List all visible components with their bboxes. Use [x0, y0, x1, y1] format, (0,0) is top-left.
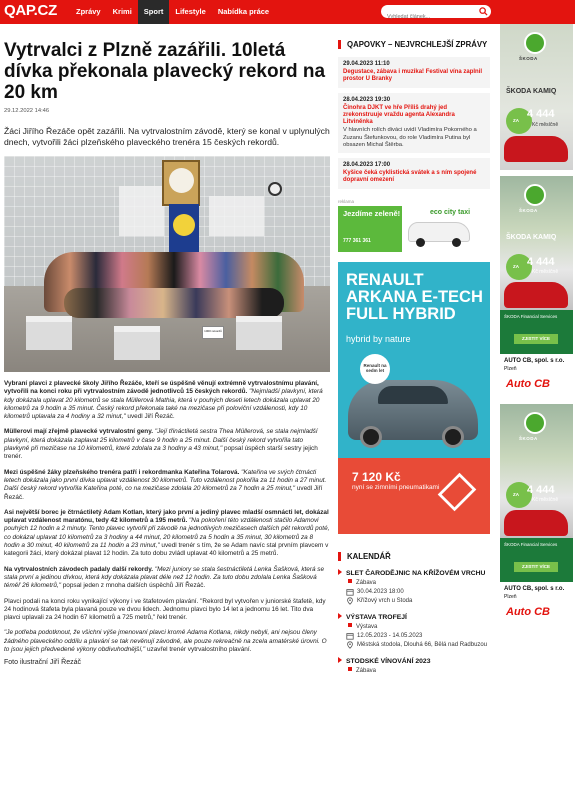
event-date: 12.05.2023 - 14.05.2023 [346, 632, 490, 640]
article-body [4, 380, 330, 668]
nav-item-zpravy[interactable]: Zprávy [76, 7, 101, 16]
skoda-logo-icon [524, 184, 546, 206]
renault-ad-title: RENAULT ARKANA E-TECH FULL HYBRID [346, 270, 483, 323]
skoda-brand: ŠKODA [519, 208, 538, 213]
event-category: Zábava [346, 579, 490, 587]
car-image [504, 510, 568, 536]
eco-ad-phone: 777 361 361 [343, 237, 371, 244]
news-time: 29.04.2023 11:10 [343, 61, 390, 67]
skoda-financial-services: ŠKODA Financial Services [504, 542, 558, 547]
nav-item-krimi[interactable]: Krimi [112, 7, 132, 16]
dealer-logo: Auto CB [506, 378, 550, 390]
sidebar [338, 40, 490, 675]
search-icon[interactable] [479, 7, 488, 16]
dealer-town: Plzeň [504, 366, 517, 372]
article-title: Vytrvalci z Plzně zazářili. 10letá dívka překonala plavecký rekord na 20 km [4, 40, 326, 103]
news-title[interactable]: Činohra DJKT ve hře Příliš drahý jed zrekonstruuje vraždu agenta Alexandra Litviněnka [343, 104, 455, 126]
skoda-logo-icon [524, 412, 546, 434]
photo-papers [119, 186, 164, 236]
article-date: 29.12.2022 14:46 [4, 108, 50, 114]
location-pin-icon [346, 597, 354, 605]
news-time: 28.04.2023 19:30 [343, 96, 391, 103]
news-item[interactable] [338, 158, 490, 189]
article-paragraph: Vybraní plavci z plavecké školy Jiřího Řezáče, kteří se úspěšně věnují extrémně vytrvalostnímu plavání, vytvořili na konci roku při vytrvalostním závodě jednotlivců 15 českých rekordů. "Nejmladší plavkyní, která kdy dokázala uplavat 20 kilometrů se stala Müllerová Mathia, která v pouhých deseti letech dokázala uplavat 20 kilometrů za 9 hodin a 35 minut. Český rekord překonala také na mezičase při poloviční vzdálenosti, kdy 10 kilometrů uplavala za 4 hodiny a 32 minut," uvedl Jiří Řezáč. [4, 380, 323, 421]
skoda-logo-icon [524, 32, 546, 54]
event-date: 30.04.2023 18:00 [346, 588, 490, 596]
article-paragraph: Mezi úspěšné žáky plzeňského trenéra patří i rekordmanka Kateřina Tolarová. "Kateřina ve svých čtrnácti letech dokázala jako první dívka uplavat vzdálenost 30 kilometrů. Tuto vzdálenost pokořila za 11 hodin a 27 minut. Další český rekord vytvořila Kateřina poté, co na mezičase zdolala 20 kilometrů za 7 hodin a 25 minut," uvedl Jiří Řezáč. [4, 468, 327, 501]
article-photo[interactable] [4, 156, 330, 372]
photo-group-front [64, 288, 284, 318]
calendar-item[interactable] [338, 569, 490, 605]
skoda-model: ŠKODA KAMIQ [506, 88, 557, 95]
calendar-icon [346, 588, 354, 596]
dealer-logo: Auto CB [506, 606, 550, 618]
main-nav [70, 0, 275, 24]
skoda-cta-button[interactable]: ZJISTIT VÍCE [514, 562, 558, 572]
event-title[interactable]: STODSKÉ VÍNOVÁNÍ 2023 [346, 657, 490, 666]
dealer-name: AUTO CB, spol. s r.o. [504, 586, 565, 592]
dealer-town: Plzeň [504, 594, 517, 600]
calendar-item[interactable] [338, 657, 490, 675]
photo-clock [162, 160, 200, 206]
event-title[interactable]: SLET ČARODĚJNIC NA KŘÍŽOVÉM VRCHU [346, 569, 490, 578]
nav-item-lifestyle[interactable]: Lifestyle [175, 7, 206, 16]
event-category: Výstava [346, 623, 490, 631]
location-pin-icon [346, 641, 354, 649]
photo-papers [209, 196, 264, 236]
banner-emblem [173, 214, 195, 236]
skoda-financial-services: ŠKODA Financial Services [504, 314, 558, 319]
news-description: V hlavních rolích diváci uvidí Vladimíra Pokorného a Zuzanu Štefunkovou, do role Vladimíra Putina byl obsazen Michal Štěrba. [343, 127, 477, 148]
photo-wall-clock [268, 182, 282, 196]
photo-sign [202, 326, 224, 339]
eco-taxi-ad[interactable] [338, 206, 490, 252]
news-section-title: QAPOVKY – NEJVRCHLEJŠÍ ZPRÁVY [338, 40, 490, 49]
article-paragraph: "Je potřeba podotknout, že všichni výše jmenovaní plavci kromě Adama Kotlana, nikdy nebyli, ani nejsou členy žádného plaveckého oddílu a plavání se tak nevěnují závodně, ale pouze rekreačně na zcela amatérské úrovni. O to jsou jejich předvedené výkony obdivuhodnější," uzavřel trenér vytrvalostního plavání. [4, 629, 327, 654]
skoda-price-unit: Kč měsíčně [532, 497, 559, 503]
skoda-price: 4 444 [527, 108, 555, 120]
site-logo[interactable]: QAP.CZ [4, 2, 57, 19]
car-wheel [442, 426, 464, 448]
skoda-price: 4 444 [527, 484, 555, 496]
article-paragraph: Plavci podali na konci roku vynikající výkony i ve štafetovém plavání. "Rekord byl vytvořen v juniorské štafetě, kdy 24 hodinová štafeta byla plavaná pouze ve dvou lidech. Jednomu plavci bylo 14 let a jednomu 16 let. Tito dva plavci uplavali za 24 hodin 67 kilometrů a 725 metrů," řekl trenér. [4, 597, 326, 622]
renault-badge: Renault na sedm let [360, 354, 390, 384]
event-place: Městská stodola, Dlouhá 66, Bělá nad Radbuzou [346, 641, 490, 649]
car-wheel [452, 238, 461, 247]
skoda-ad[interactable] [500, 24, 573, 170]
eco-ad-logo: eco city taxi [430, 208, 471, 216]
car-image [504, 282, 568, 308]
event-category: Zábava [346, 667, 490, 675]
calendar [338, 552, 490, 675]
photo-caption: Foto ilustrační Jiří Řezáč [4, 659, 82, 667]
starting-block [236, 316, 282, 350]
news-time: 28.04.2023 17:00 [343, 162, 391, 169]
car-image [504, 136, 568, 162]
skoda-price-unit: Kč měsíčně [532, 122, 559, 128]
starting-block [114, 326, 160, 360]
skoda-ad[interactable] [500, 404, 573, 626]
calendar-title: KALENDÁŘ [338, 552, 490, 561]
nav-item-nabidka-prace[interactable]: Nabídka práce [217, 7, 270, 16]
eco-ad-slogan: Jezdíme zeleně! [343, 208, 401, 218]
skoda-price-unit: Kč měsíčně [532, 269, 559, 275]
news-title[interactable]: Degustace, zábava i muzika! Festival vína zaplnil prostor U Branky [343, 69, 483, 83]
car-wheel [416, 238, 425, 247]
news-list [338, 57, 490, 189]
skoda-ad[interactable] [500, 176, 573, 398]
renault-ad-subtitle: hybrid by nature [346, 333, 411, 344]
article-paragraph: Na vytrvalostních závodech padaly další rekordy. "Mezi juniory se stala šestnáctiletá Lenka Šašková, která se stala první a jedinou dívkou, která kdy dokázala plavat déle než 12 hodin. Za tuto dobu zdolala Lenka Šašková téměř 26 kilometrů," popsal jeden z mnoha dalších úspěchů Jiří Řezáč. [4, 565, 325, 590]
search-input[interactable] [381, 11, 473, 24]
calendar-item[interactable] [338, 613, 490, 649]
starting-block [26, 316, 72, 350]
renault-ad-price-note: nyní se zimními pneumatikami [352, 483, 440, 491]
skoda-price: 4 444 [527, 256, 555, 268]
calendar-icon [346, 632, 354, 640]
dealer-name: AUTO CB, spol. s r.o. [504, 358, 565, 364]
article-paragraph: Asi největší borec je čtrnáctiletý Adam Kotlan, který jako první a jediný plavec mladší osmnácti let, dokázal uplavat vzdálenost maratónu, tedy 42 kilometrů a 195 metrů. "Na pokoření této vzdálenosti stačilo Adamovi pouhých 12 hodin a 2 minuty. Tento plavec vytvořil při závodě na jednotlivých mezičasech dalších pět rekordů poté, co dokázal uplavat 10 kilometrů za 3 hodiny a 44 minut, 20 kilometrů za 5 hodin a 35 minut, 30 kilometrů za 8 hodin a 30 minut, 40 kilometrů za 11 hodin a 23 minut," uvedl trenér s tím, že se Adam navíc stal prvním plavcem v kategorii žáci, který dokázal plavat 12 hodin. Za tuto dobu zvládl uplavat 40 kilometrů a 25 metrů. [4, 508, 330, 558]
article-lead: Žáci Jiřího Řezáče opět zazářili. Na vytrvalostním závodě, který se konal v uplynulých dnech, vytvořili žáci plzeňského plaveckého trenéra 15 českých rekordů. [4, 126, 330, 147]
event-place: Křížový vrch u Stoda [346, 597, 490, 605]
renault-ad[interactable] [338, 262, 490, 534]
event-title[interactable]: VÝSTAVA TROFEJÍ [346, 613, 490, 622]
skoda-za: ZA [513, 264, 519, 269]
news-item[interactable] [338, 57, 490, 88]
car-wheel [360, 426, 382, 448]
car-window [378, 386, 448, 404]
skoda-cta-button[interactable]: ZJISTIT VÍCE [514, 334, 558, 344]
skoda-model: ŠKODA KAMIQ [506, 234, 557, 241]
renault-ad-price: 7 120 Kč [352, 469, 401, 484]
skoda-brand: ŠKODA [519, 56, 538, 61]
article [4, 40, 330, 675]
ad-label: reklama [338, 198, 355, 204]
news-item[interactable] [338, 93, 490, 154]
photo-sign-text: 1000 rekordů [204, 329, 222, 333]
clock-face [169, 168, 194, 193]
skoda-za: ZA [513, 118, 519, 123]
skoda-za: ZA [513, 492, 519, 497]
skoda-brand: ŠKODA [519, 436, 538, 441]
news-title[interactable]: Kyšice čeká cyklistická svátek a s ním spojené dopravní omezení [343, 170, 477, 184]
article-paragraph: Müllerovi mají zřejmě plavecké vytrvalostní geny. "Její třináctiletá sestra Thea Müllerová, se stala nejmladší plavkyní, která dokázala zaplavat 25 kilometrů v čase 9 hodin a 25 minut. Další český rekord vytvořila tato plavkyně při mezičase na 10 kilometrů, které zdolala za 3 hodiny a 43 minut," popsal úspěch starší sestry jejich trenér. [4, 428, 318, 461]
nav-item-sport[interactable]: Sport [138, 0, 170, 24]
search-box [381, 5, 491, 18]
top-bar [0, 0, 575, 24]
